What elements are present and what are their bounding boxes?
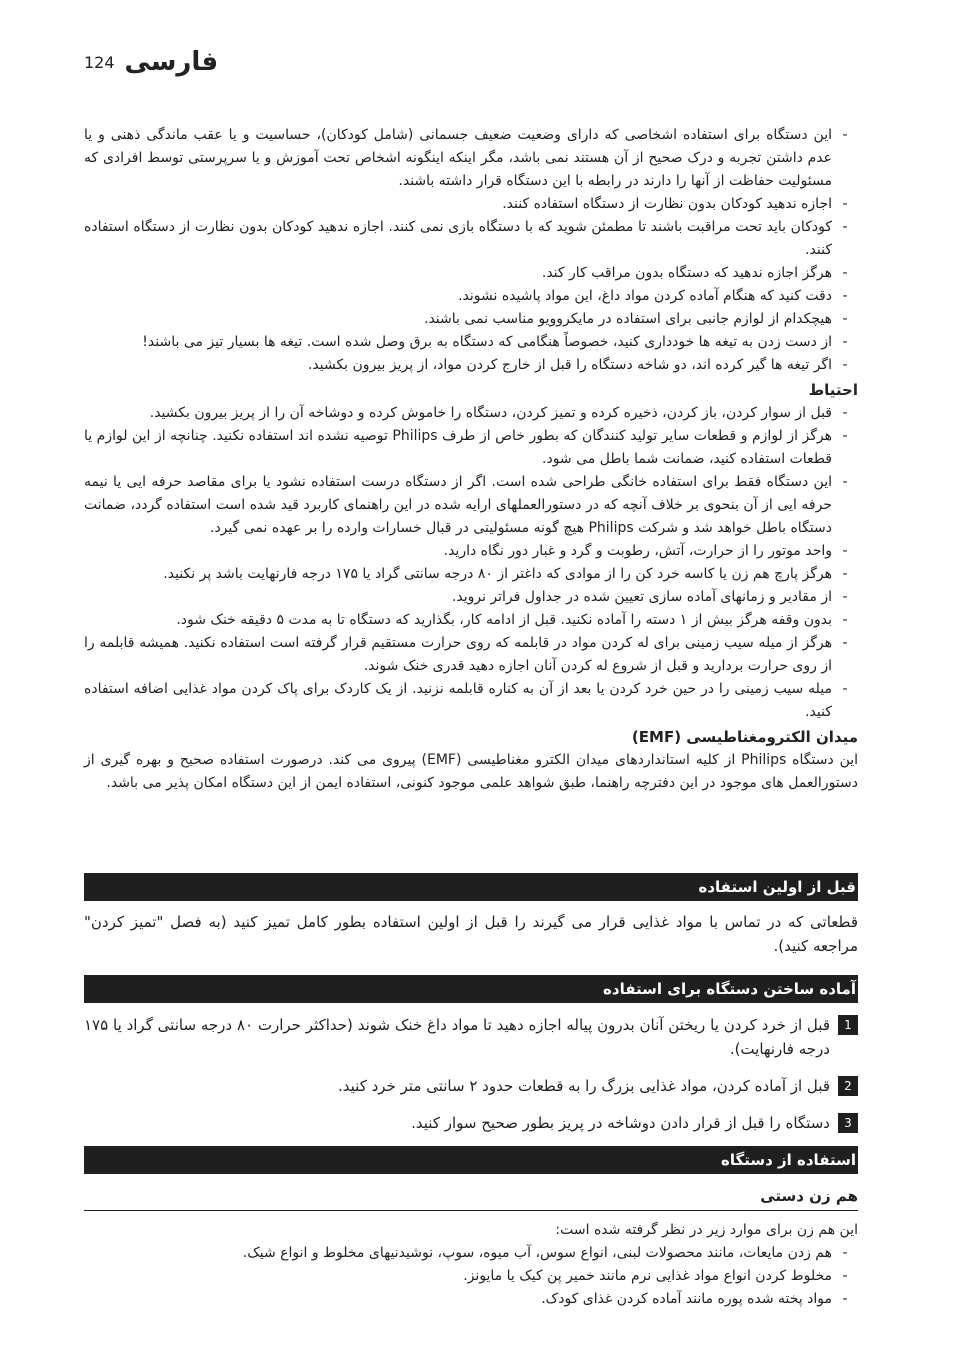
caution-text: بدون وقفه هرگز بیش از ۱ دسته را آماده نکنید. قبل از ادامه کار، بگذارید که دستگاه تا به مدت ۵ دقیقه خنک شود. xyxy=(176,612,832,628)
step-item xyxy=(84,1013,858,1061)
step-text: قبل از خرد کردن یا ریختن آنان بدرون پیاله اجازه دهید تا مواد داغ خنک شوند (حداکثر حرارت ۸۰ درجه سانتی گراد یا ۱۷۵ درجه فارنهایت). xyxy=(84,1016,830,1058)
language-title: فارسی xyxy=(124,47,219,77)
step-number-badge: 1 xyxy=(838,1015,858,1035)
step-number-badge: 3 xyxy=(838,1113,858,1133)
caution-text: میله سیب زمینی را در حین خرد کردن یا بعد از آن به کناره قابلمه نزنید. از یک کاردک برای پاک کردن مواد غذایی اضافه استفاده کنید. xyxy=(84,681,832,720)
use-item xyxy=(84,1288,858,1311)
bullet-dash: - xyxy=(842,589,848,605)
before-first-use-text: قطعاتی که در تماس با مواد غذایی قرار می گیرند را قبل از اولین استفاده بطور کامل تمیز کنید (به فصل "تمیز کردن" مراجعه کنید). xyxy=(84,913,858,955)
caution-item xyxy=(84,540,858,563)
caution-text: هرگز از لوازم و قطعات سایر تولید کنندگان که بطور خاص از طرف Philips توصیه نشده اند استفاده نکنید. چنانچه از این لوازم یا قطعات استفاده کنید، ضمانت شما باطل می شود. xyxy=(84,428,832,467)
step-number-badge: 2 xyxy=(838,1076,858,1096)
subheading-rule xyxy=(84,1210,858,1211)
hand-blender-subheading-wrap xyxy=(84,1183,858,1208)
use-text: مخلوط کردن انواع مواد غذایی نرم مانند خمیر پن کیک یا مایونز. xyxy=(463,1268,832,1284)
bullet-dash: - xyxy=(842,566,848,582)
caution-item xyxy=(84,609,858,632)
bullet-dash: - xyxy=(842,543,848,559)
caution-item xyxy=(84,678,858,724)
bullet-dash: - xyxy=(842,635,848,651)
warning-item xyxy=(84,285,858,308)
bullet-dash: - xyxy=(842,681,848,697)
step-text: قبل از آماده کردن، مواد غذایی بزرگ را به قطعات حدود ۲ سانتی متر خرد کنید. xyxy=(338,1077,830,1095)
hand-blender-subheading: هم زن دستی xyxy=(760,1187,858,1205)
warning-item xyxy=(84,354,858,377)
step-text: دستگاه را قبل از قرار دادن دوشاخه در پریز بطور صحیح سوار کنید. xyxy=(411,1114,830,1132)
section-bar-before-first-use xyxy=(84,873,858,901)
using-intro: این هم زن برای موارد زیر در نظر گرفته شده است: xyxy=(555,1222,858,1238)
bullet-dash: - xyxy=(842,311,848,327)
caution-text: این دستگاه فقط برای استفاده خانگی طراحی شده است. اگر از دستگاه درست استفاده نشود یا برای مقاصد حرفه ایی یا نیمه حرفه ایی از آن بنحوی بر خلاف آنچه که در دستورالعملهای ارایه شده در این راهنمای کاربرد قید شده است استفاده گردد، ضمانت دستگاه باطل خواهد شد و شرکت Philips هیچ گونه مسئولیتی در قبال خسارات وارده را بر عهده نمی گیرد. xyxy=(84,474,832,536)
section-bar-preparing xyxy=(84,975,858,1003)
use-text: هم زدن مایعات، مانند محصولات لبنی، انواع سوس، آب میوه، سوپ، نوشیدنیهای مخلوط و انواع شیک. xyxy=(242,1245,832,1261)
warning-text: اجازه ندهید کودکان بدون نظارت از دستگاه استفاده کنند. xyxy=(502,196,832,212)
before-first-use-section xyxy=(84,910,858,958)
caution-text: هرگز پارچ هم زن یا کاسه خرد کن را از موادی که داغتر از ۸۰ درجه سانتی گراد یا ۱۷۵ درجه فارنهایت باشد پر نکنید. xyxy=(163,566,832,582)
preparing-steps xyxy=(84,1013,858,1148)
bullet-dash: - xyxy=(842,196,848,212)
bullet-dash: - xyxy=(842,1245,848,1261)
warning-item xyxy=(84,262,858,285)
step-item xyxy=(84,1111,858,1135)
step-item xyxy=(84,1074,858,1098)
emf-text: این دستگاه Philips از کلیه استانداردهای میدان الکترو مغناطیسی (EMF) پیروی می کند. درصورت استفاده صحیح و بهره گیری از دستورالعمل های موجود در این دفترچه راهنما، طبق شواهد علمی موجود کنونی، استفاده ایمن از این دستگاه امکان پذیر می باشد. xyxy=(84,752,859,791)
warning-text: هیچکدام از لوازم جانبی برای استفاده در مایکروویو مناسب نمی باشند. xyxy=(424,311,832,327)
use-item xyxy=(84,1265,858,1288)
caution-item xyxy=(84,402,858,425)
section-bar-using xyxy=(84,1146,858,1174)
bullet-dash: - xyxy=(842,1291,848,1307)
bullet-dash: - xyxy=(842,428,848,444)
warning-item xyxy=(84,216,858,262)
warning-item xyxy=(84,308,858,331)
warning-text: هرگز اجازه ندهید که دستگاه بدون مراقب کار کند. xyxy=(541,265,832,281)
caution-heading: احتیاط xyxy=(808,381,858,399)
caution-text: از مقادیر و زمانهای آماده سازی تعیین شده در جداول فراتر نروید. xyxy=(451,589,832,605)
caution-text: هرگز از میله سیب زمینی برای له کردن مواد در قابلمه که روی حرارت مستقیم قرار گرفته است استفاده نکنید. همیشه قابلمه را از روی حرارت بردارید و قبل از شروع له کردن آنان اجازه دهید قدری خنک شوند. xyxy=(84,635,832,674)
bullet-dash: - xyxy=(842,288,848,304)
warning-text: اگر تیغه ها گیر کرده اند، دو شاخه دستگاه را قبل از خارج کردن مواد، از پریز بیرون بکشید. xyxy=(307,357,832,373)
section-title: آماده ساختن دستگاه برای استفاده xyxy=(603,980,856,998)
bullet-dash: - xyxy=(842,1268,848,1284)
caution-text: واحد موتور را از حرارت، آتش، رطوبت و گرد و غبار دور نگاه دارید. xyxy=(443,543,832,559)
section-title: قبل از اولین استفاده xyxy=(698,878,856,896)
caution-item xyxy=(84,563,858,586)
warning-text: این دستگاه برای استفاده اشخاصی که دارای وضعیت ضعیف جسمانی (شامل کودکان)، حساسیت و یا عقب ماندگی ذهنی و یا عدم داشتن تجربه و درک صحیح از آن هستند نمی باشد، مگر اینکه اینگونه اشخاص تحت آموزش و یا سرپرستی توسط افرادی که مسئولیت حفاظت از آنها را دارند در رابطه با این دستگاه قرار داشته باشند. xyxy=(84,127,832,189)
warnings-section xyxy=(84,124,858,795)
bullet-dash: - xyxy=(842,219,848,235)
use-item xyxy=(84,1242,858,1265)
caution-item xyxy=(84,632,858,678)
caution-item xyxy=(84,586,858,609)
bullet-dash: - xyxy=(842,127,848,143)
page-header xyxy=(84,44,218,80)
use-text: مواد پخته شده پوره مانند آماده کردن غذای کودک. xyxy=(541,1291,832,1307)
warning-text: از دست زدن به تیغه ها خودداری کنید، خصوصاً هنگامی که دستگاه به برق وصل شده است. تیغه ها بسیار تیز می باشند! xyxy=(142,334,832,350)
warning-item xyxy=(84,331,858,354)
bullet-dash: - xyxy=(842,265,848,281)
caution-text: قبل از سوار کردن، باز کردن، ذخیره کرده و تمیز کردن، دستگاه را خاموش کرده و دوشاخه آن را از پریز بیرون بکشید. xyxy=(149,405,832,421)
page-number: 124 xyxy=(84,52,115,72)
caution-item xyxy=(84,471,858,540)
emf-heading: میدان الکترومغناطیسی (EMF) xyxy=(631,728,858,746)
warning-text: دقت کنید که هنگام آماده کردن مواد داغ، این مواد پاشیده نشوند. xyxy=(458,288,832,304)
caution-item xyxy=(84,425,858,471)
using-section xyxy=(84,1219,858,1311)
bullet-dash: - xyxy=(842,405,848,421)
warning-text: کودکان باید تحت مراقبت باشند تا مطمئن شوید که با دستگاه بازی نمی کنند. اجازه ندهید کودکان بدون نظارت از دستگاه استفاده کنند. xyxy=(84,219,832,258)
bullet-dash: - xyxy=(842,334,848,350)
warning-item xyxy=(84,193,858,216)
bullet-dash: - xyxy=(842,612,848,628)
section-title: استفاده از دستگاه xyxy=(721,1151,856,1169)
bullet-dash: - xyxy=(842,474,848,490)
warning-item xyxy=(84,124,858,193)
bullet-dash: - xyxy=(842,357,848,373)
